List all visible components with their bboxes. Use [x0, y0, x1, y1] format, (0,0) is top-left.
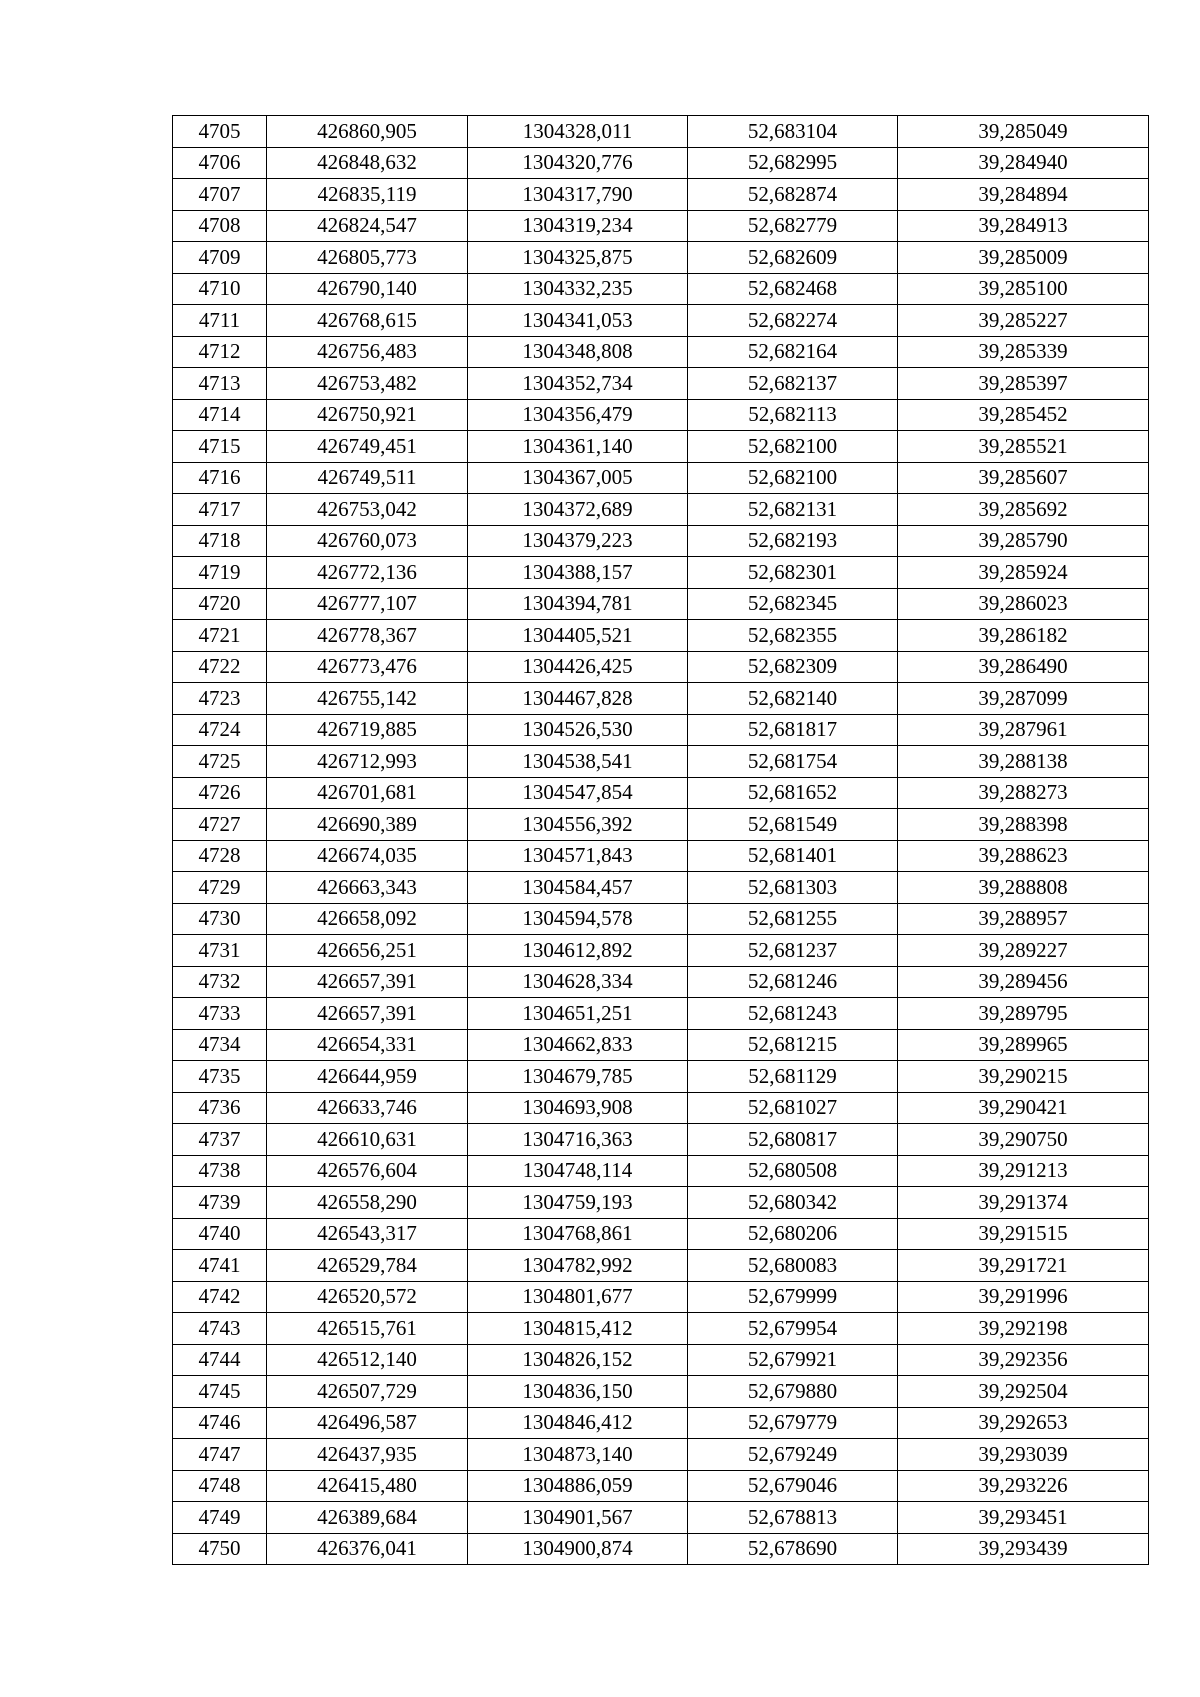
- latitude-cell: 52,681754: [688, 746, 898, 778]
- x-coordinate-cell: 426701,681: [267, 777, 468, 809]
- x-coordinate-cell: 426753,042: [267, 494, 468, 526]
- coordinates-table-body: [173, 116, 1149, 1565]
- table-row: [173, 1092, 1149, 1124]
- longitude-cell: 39,293439: [898, 1533, 1149, 1565]
- longitude-cell: 39,289795: [898, 998, 1149, 1030]
- x-coordinate-cell: 426576,604: [267, 1155, 468, 1187]
- x-coordinate-cell: 426790,140: [267, 273, 468, 305]
- y-coordinate-cell: 1304526,530: [468, 714, 688, 746]
- latitude-cell: 52,682609: [688, 242, 898, 274]
- y-coordinate-cell: 1304556,392: [468, 809, 688, 841]
- point-number-cell: 4715: [173, 431, 267, 463]
- longitude-cell: 39,293039: [898, 1439, 1149, 1471]
- x-coordinate-cell: 426690,389: [267, 809, 468, 841]
- latitude-cell: 52,682345: [688, 588, 898, 620]
- latitude-cell: 52,679249: [688, 1439, 898, 1471]
- point-number-cell: 4726: [173, 777, 267, 809]
- point-number-cell: 4714: [173, 399, 267, 431]
- x-coordinate-cell: 426437,935: [267, 1439, 468, 1471]
- y-coordinate-cell: 1304367,005: [468, 462, 688, 494]
- x-coordinate-cell: 426753,482: [267, 368, 468, 400]
- y-coordinate-cell: 1304782,992: [468, 1250, 688, 1282]
- point-number-cell: 4744: [173, 1344, 267, 1376]
- table-row: [173, 1344, 1149, 1376]
- latitude-cell: 52,682274: [688, 305, 898, 337]
- latitude-cell: 52,679046: [688, 1470, 898, 1502]
- table-row: [173, 1376, 1149, 1408]
- latitude-cell: 52,681255: [688, 903, 898, 935]
- longitude-cell: 39,287961: [898, 714, 1149, 746]
- latitude-cell: 52,680206: [688, 1218, 898, 1250]
- longitude-cell: 39,287099: [898, 683, 1149, 715]
- x-coordinate-cell: 426529,784: [267, 1250, 468, 1282]
- longitude-cell: 39,284894: [898, 179, 1149, 211]
- x-coordinate-cell: 426719,885: [267, 714, 468, 746]
- table-row: [173, 620, 1149, 652]
- point-number-cell: 4709: [173, 242, 267, 274]
- table-row: [173, 1407, 1149, 1439]
- latitude-cell: 52,682131: [688, 494, 898, 526]
- point-number-cell: 4705: [173, 116, 267, 148]
- latitude-cell: 52,682301: [688, 557, 898, 589]
- point-number-cell: 4731: [173, 935, 267, 967]
- table-row: [173, 1061, 1149, 1093]
- x-coordinate-cell: 426389,684: [267, 1502, 468, 1534]
- longitude-cell: 39,292504: [898, 1376, 1149, 1408]
- longitude-cell: 39,289227: [898, 935, 1149, 967]
- table-row: [173, 1155, 1149, 1187]
- point-number-cell: 4708: [173, 210, 267, 242]
- x-coordinate-cell: 426520,572: [267, 1281, 468, 1313]
- point-number-cell: 4713: [173, 368, 267, 400]
- longitude-cell: 39,285692: [898, 494, 1149, 526]
- x-coordinate-cell: 426778,367: [267, 620, 468, 652]
- table-row: [173, 1533, 1149, 1565]
- x-coordinate-cell: 426633,746: [267, 1092, 468, 1124]
- table-row: [173, 147, 1149, 179]
- longitude-cell: 39,285607: [898, 462, 1149, 494]
- latitude-cell: 52,682874: [688, 179, 898, 211]
- point-number-cell: 4737: [173, 1124, 267, 1156]
- x-coordinate-cell: 426496,587: [267, 1407, 468, 1439]
- y-coordinate-cell: 1304356,479: [468, 399, 688, 431]
- y-coordinate-cell: 1304594,578: [468, 903, 688, 935]
- point-number-cell: 4741: [173, 1250, 267, 1282]
- x-coordinate-cell: 426773,476: [267, 651, 468, 683]
- point-number-cell: 4750: [173, 1533, 267, 1565]
- latitude-cell: 52,681215: [688, 1029, 898, 1061]
- longitude-cell: 39,291374: [898, 1187, 1149, 1219]
- longitude-cell: 39,293226: [898, 1470, 1149, 1502]
- x-coordinate-cell: 426512,140: [267, 1344, 468, 1376]
- longitude-cell: 39,285227: [898, 305, 1149, 337]
- table-row: [173, 935, 1149, 967]
- longitude-cell: 39,291213: [898, 1155, 1149, 1187]
- y-coordinate-cell: 1304651,251: [468, 998, 688, 1030]
- y-coordinate-cell: 1304571,843: [468, 840, 688, 872]
- point-number-cell: 4724: [173, 714, 267, 746]
- point-number-cell: 4745: [173, 1376, 267, 1408]
- latitude-cell: 52,682355: [688, 620, 898, 652]
- point-number-cell: 4718: [173, 525, 267, 557]
- latitude-cell: 52,680083: [688, 1250, 898, 1282]
- longitude-cell: 39,292198: [898, 1313, 1149, 1345]
- latitude-cell: 52,682100: [688, 431, 898, 463]
- latitude-cell: 52,681652: [688, 777, 898, 809]
- y-coordinate-cell: 1304716,363: [468, 1124, 688, 1156]
- point-number-cell: 4734: [173, 1029, 267, 1061]
- point-number-cell: 4711: [173, 305, 267, 337]
- longitude-cell: 39,288138: [898, 746, 1149, 778]
- longitude-cell: 39,289965: [898, 1029, 1149, 1061]
- table-row: [173, 1502, 1149, 1534]
- longitude-cell: 39,290750: [898, 1124, 1149, 1156]
- x-coordinate-cell: 426610,631: [267, 1124, 468, 1156]
- point-number-cell: 4707: [173, 179, 267, 211]
- y-coordinate-cell: 1304900,874: [468, 1533, 688, 1565]
- longitude-cell: 39,285790: [898, 525, 1149, 557]
- table-row: [173, 588, 1149, 620]
- longitude-cell: 39,290421: [898, 1092, 1149, 1124]
- x-coordinate-cell: 426654,331: [267, 1029, 468, 1061]
- latitude-cell: 52,682779: [688, 210, 898, 242]
- point-number-cell: 4730: [173, 903, 267, 935]
- longitude-cell: 39,292653: [898, 1407, 1149, 1439]
- x-coordinate-cell: 426415,480: [267, 1470, 468, 1502]
- point-number-cell: 4720: [173, 588, 267, 620]
- x-coordinate-cell: 426824,547: [267, 210, 468, 242]
- y-coordinate-cell: 1304836,150: [468, 1376, 688, 1408]
- table-row: [173, 872, 1149, 904]
- latitude-cell: 52,681027: [688, 1092, 898, 1124]
- latitude-cell: 52,681401: [688, 840, 898, 872]
- y-coordinate-cell: 1304759,193: [468, 1187, 688, 1219]
- table-row: [173, 683, 1149, 715]
- y-coordinate-cell: 1304319,234: [468, 210, 688, 242]
- x-coordinate-cell: 426558,290: [267, 1187, 468, 1219]
- y-coordinate-cell: 1304801,677: [468, 1281, 688, 1313]
- table-row: [173, 746, 1149, 778]
- y-coordinate-cell: 1304768,861: [468, 1218, 688, 1250]
- point-number-cell: 4716: [173, 462, 267, 494]
- latitude-cell: 52,682100: [688, 462, 898, 494]
- latitude-cell: 52,682995: [688, 147, 898, 179]
- longitude-cell: 39,284940: [898, 147, 1149, 179]
- point-number-cell: 4738: [173, 1155, 267, 1187]
- table-row: [173, 1124, 1149, 1156]
- latitude-cell: 52,681549: [688, 809, 898, 841]
- table-row: [173, 273, 1149, 305]
- latitude-cell: 52,682468: [688, 273, 898, 305]
- longitude-cell: 39,285009: [898, 242, 1149, 274]
- longitude-cell: 39,288398: [898, 809, 1149, 841]
- x-coordinate-cell: 426760,073: [267, 525, 468, 557]
- point-number-cell: 4719: [173, 557, 267, 589]
- longitude-cell: 39,286182: [898, 620, 1149, 652]
- table-row: [173, 777, 1149, 809]
- latitude-cell: 52,679999: [688, 1281, 898, 1313]
- longitude-cell: 39,285339: [898, 336, 1149, 368]
- x-coordinate-cell: 426768,615: [267, 305, 468, 337]
- longitude-cell: 39,284913: [898, 210, 1149, 242]
- point-number-cell: 4742: [173, 1281, 267, 1313]
- point-number-cell: 4728: [173, 840, 267, 872]
- point-number-cell: 4746: [173, 1407, 267, 1439]
- latitude-cell: 52,682164: [688, 336, 898, 368]
- y-coordinate-cell: 1304547,854: [468, 777, 688, 809]
- y-coordinate-cell: 1304901,567: [468, 1502, 688, 1534]
- y-coordinate-cell: 1304405,521: [468, 620, 688, 652]
- table-row: [173, 1313, 1149, 1345]
- x-coordinate-cell: 426805,773: [267, 242, 468, 274]
- longitude-cell: 39,285049: [898, 116, 1149, 148]
- point-number-cell: 4721: [173, 620, 267, 652]
- y-coordinate-cell: 1304341,053: [468, 305, 688, 337]
- x-coordinate-cell: 426515,761: [267, 1313, 468, 1345]
- y-coordinate-cell: 1304679,785: [468, 1061, 688, 1093]
- table-row: [173, 714, 1149, 746]
- latitude-cell: 52,678813: [688, 1502, 898, 1534]
- table-row: [173, 1281, 1149, 1313]
- y-coordinate-cell: 1304612,892: [468, 935, 688, 967]
- latitude-cell: 52,679779: [688, 1407, 898, 1439]
- y-coordinate-cell: 1304372,689: [468, 494, 688, 526]
- x-coordinate-cell: 426777,107: [267, 588, 468, 620]
- point-number-cell: 4749: [173, 1502, 267, 1534]
- table-row: [173, 494, 1149, 526]
- x-coordinate-cell: 426658,092: [267, 903, 468, 935]
- point-number-cell: 4710: [173, 273, 267, 305]
- y-coordinate-cell: 1304584,457: [468, 872, 688, 904]
- y-coordinate-cell: 1304317,790: [468, 179, 688, 211]
- y-coordinate-cell: 1304325,875: [468, 242, 688, 274]
- table-row: [173, 1218, 1149, 1250]
- point-number-cell: 4739: [173, 1187, 267, 1219]
- y-coordinate-cell: 1304826,152: [468, 1344, 688, 1376]
- latitude-cell: 52,682140: [688, 683, 898, 715]
- table-row: [173, 242, 1149, 274]
- latitude-cell: 52,683104: [688, 116, 898, 148]
- longitude-cell: 39,288808: [898, 872, 1149, 904]
- latitude-cell: 52,679954: [688, 1313, 898, 1345]
- x-coordinate-cell: 426749,511: [267, 462, 468, 494]
- longitude-cell: 39,286490: [898, 651, 1149, 683]
- table-row: [173, 431, 1149, 463]
- table-row: [173, 1029, 1149, 1061]
- x-coordinate-cell: 426543,317: [267, 1218, 468, 1250]
- table-row: [173, 368, 1149, 400]
- latitude-cell: 52,679921: [688, 1344, 898, 1376]
- y-coordinate-cell: 1304352,734: [468, 368, 688, 400]
- longitude-cell: 39,291515: [898, 1218, 1149, 1250]
- y-coordinate-cell: 1304886,059: [468, 1470, 688, 1502]
- table-row: [173, 1250, 1149, 1282]
- table-row: [173, 336, 1149, 368]
- latitude-cell: 52,678690: [688, 1533, 898, 1565]
- latitude-cell: 52,679880: [688, 1376, 898, 1408]
- table-row: [173, 1187, 1149, 1219]
- point-number-cell: 4723: [173, 683, 267, 715]
- point-number-cell: 4748: [173, 1470, 267, 1502]
- y-coordinate-cell: 1304748,114: [468, 1155, 688, 1187]
- x-coordinate-cell: 426750,921: [267, 399, 468, 431]
- latitude-cell: 52,682113: [688, 399, 898, 431]
- point-number-cell: 4733: [173, 998, 267, 1030]
- x-coordinate-cell: 426507,729: [267, 1376, 468, 1408]
- y-coordinate-cell: 1304332,235: [468, 273, 688, 305]
- x-coordinate-cell: 426644,959: [267, 1061, 468, 1093]
- longitude-cell: 39,288623: [898, 840, 1149, 872]
- table-row: [173, 903, 1149, 935]
- coordinates-table: [172, 115, 1149, 1565]
- latitude-cell: 52,680817: [688, 1124, 898, 1156]
- longitude-cell: 39,285397: [898, 368, 1149, 400]
- latitude-cell: 52,681303: [688, 872, 898, 904]
- table-row: [173, 840, 1149, 872]
- y-coordinate-cell: 1304320,776: [468, 147, 688, 179]
- point-number-cell: 4729: [173, 872, 267, 904]
- y-coordinate-cell: 1304361,140: [468, 431, 688, 463]
- table-row: [173, 998, 1149, 1030]
- x-coordinate-cell: 426755,142: [267, 683, 468, 715]
- x-coordinate-cell: 426663,343: [267, 872, 468, 904]
- y-coordinate-cell: 1304348,808: [468, 336, 688, 368]
- x-coordinate-cell: 426712,993: [267, 746, 468, 778]
- y-coordinate-cell: 1304662,833: [468, 1029, 688, 1061]
- point-number-cell: 4732: [173, 966, 267, 998]
- y-coordinate-cell: 1304628,334: [468, 966, 688, 998]
- point-number-cell: 4727: [173, 809, 267, 841]
- y-coordinate-cell: 1304379,223: [468, 525, 688, 557]
- y-coordinate-cell: 1304467,828: [468, 683, 688, 715]
- y-coordinate-cell: 1304538,541: [468, 746, 688, 778]
- table-row: [173, 557, 1149, 589]
- x-coordinate-cell: 426657,391: [267, 966, 468, 998]
- y-coordinate-cell: 1304426,425: [468, 651, 688, 683]
- longitude-cell: 39,290215: [898, 1061, 1149, 1093]
- point-number-cell: 4735: [173, 1061, 267, 1093]
- longitude-cell: 39,291721: [898, 1250, 1149, 1282]
- table-row: [173, 462, 1149, 494]
- table-row: [173, 809, 1149, 841]
- latitude-cell: 52,682193: [688, 525, 898, 557]
- longitude-cell: 39,285100: [898, 273, 1149, 305]
- x-coordinate-cell: 426756,483: [267, 336, 468, 368]
- y-coordinate-cell: 1304693,908: [468, 1092, 688, 1124]
- table-row: [173, 116, 1149, 148]
- longitude-cell: 39,285452: [898, 399, 1149, 431]
- x-coordinate-cell: 426674,035: [267, 840, 468, 872]
- longitude-cell: 39,285521: [898, 431, 1149, 463]
- x-coordinate-cell: 426656,251: [267, 935, 468, 967]
- x-coordinate-cell: 426772,136: [267, 557, 468, 589]
- table-row: [173, 399, 1149, 431]
- x-coordinate-cell: 426835,119: [267, 179, 468, 211]
- longitude-cell: 39,288957: [898, 903, 1149, 935]
- table-row: [173, 651, 1149, 683]
- point-number-cell: 4740: [173, 1218, 267, 1250]
- point-number-cell: 4706: [173, 147, 267, 179]
- latitude-cell: 52,682309: [688, 651, 898, 683]
- latitude-cell: 52,680342: [688, 1187, 898, 1219]
- latitude-cell: 52,681129: [688, 1061, 898, 1093]
- latitude-cell: 52,681817: [688, 714, 898, 746]
- table-row: [173, 966, 1149, 998]
- longitude-cell: 39,291996: [898, 1281, 1149, 1313]
- latitude-cell: 52,681246: [688, 966, 898, 998]
- x-coordinate-cell: 426749,451: [267, 431, 468, 463]
- y-coordinate-cell: 1304388,157: [468, 557, 688, 589]
- table-row: [173, 210, 1149, 242]
- y-coordinate-cell: 1304394,781: [468, 588, 688, 620]
- latitude-cell: 52,681243: [688, 998, 898, 1030]
- longitude-cell: 39,292356: [898, 1344, 1149, 1376]
- table-row: [173, 1439, 1149, 1471]
- point-number-cell: 4725: [173, 746, 267, 778]
- point-number-cell: 4736: [173, 1092, 267, 1124]
- longitude-cell: 39,289456: [898, 966, 1149, 998]
- longitude-cell: 39,288273: [898, 777, 1149, 809]
- point-number-cell: 4722: [173, 651, 267, 683]
- table-row: [173, 525, 1149, 557]
- x-coordinate-cell: 426657,391: [267, 998, 468, 1030]
- y-coordinate-cell: 1304815,412: [468, 1313, 688, 1345]
- y-coordinate-cell: 1304328,011: [468, 116, 688, 148]
- point-number-cell: 4743: [173, 1313, 267, 1345]
- point-number-cell: 4717: [173, 494, 267, 526]
- x-coordinate-cell: 426376,041: [267, 1533, 468, 1565]
- x-coordinate-cell: 426860,905: [267, 116, 468, 148]
- latitude-cell: 52,680508: [688, 1155, 898, 1187]
- longitude-cell: 39,286023: [898, 588, 1149, 620]
- longitude-cell: 39,285924: [898, 557, 1149, 589]
- latitude-cell: 52,681237: [688, 935, 898, 967]
- longitude-cell: 39,293451: [898, 1502, 1149, 1534]
- table-row: [173, 305, 1149, 337]
- y-coordinate-cell: 1304846,412: [468, 1407, 688, 1439]
- point-number-cell: 4712: [173, 336, 267, 368]
- table-row: [173, 179, 1149, 211]
- x-coordinate-cell: 426848,632: [267, 147, 468, 179]
- table-row: [173, 1470, 1149, 1502]
- latitude-cell: 52,682137: [688, 368, 898, 400]
- y-coordinate-cell: 1304873,140: [468, 1439, 688, 1471]
- point-number-cell: 4747: [173, 1439, 267, 1471]
